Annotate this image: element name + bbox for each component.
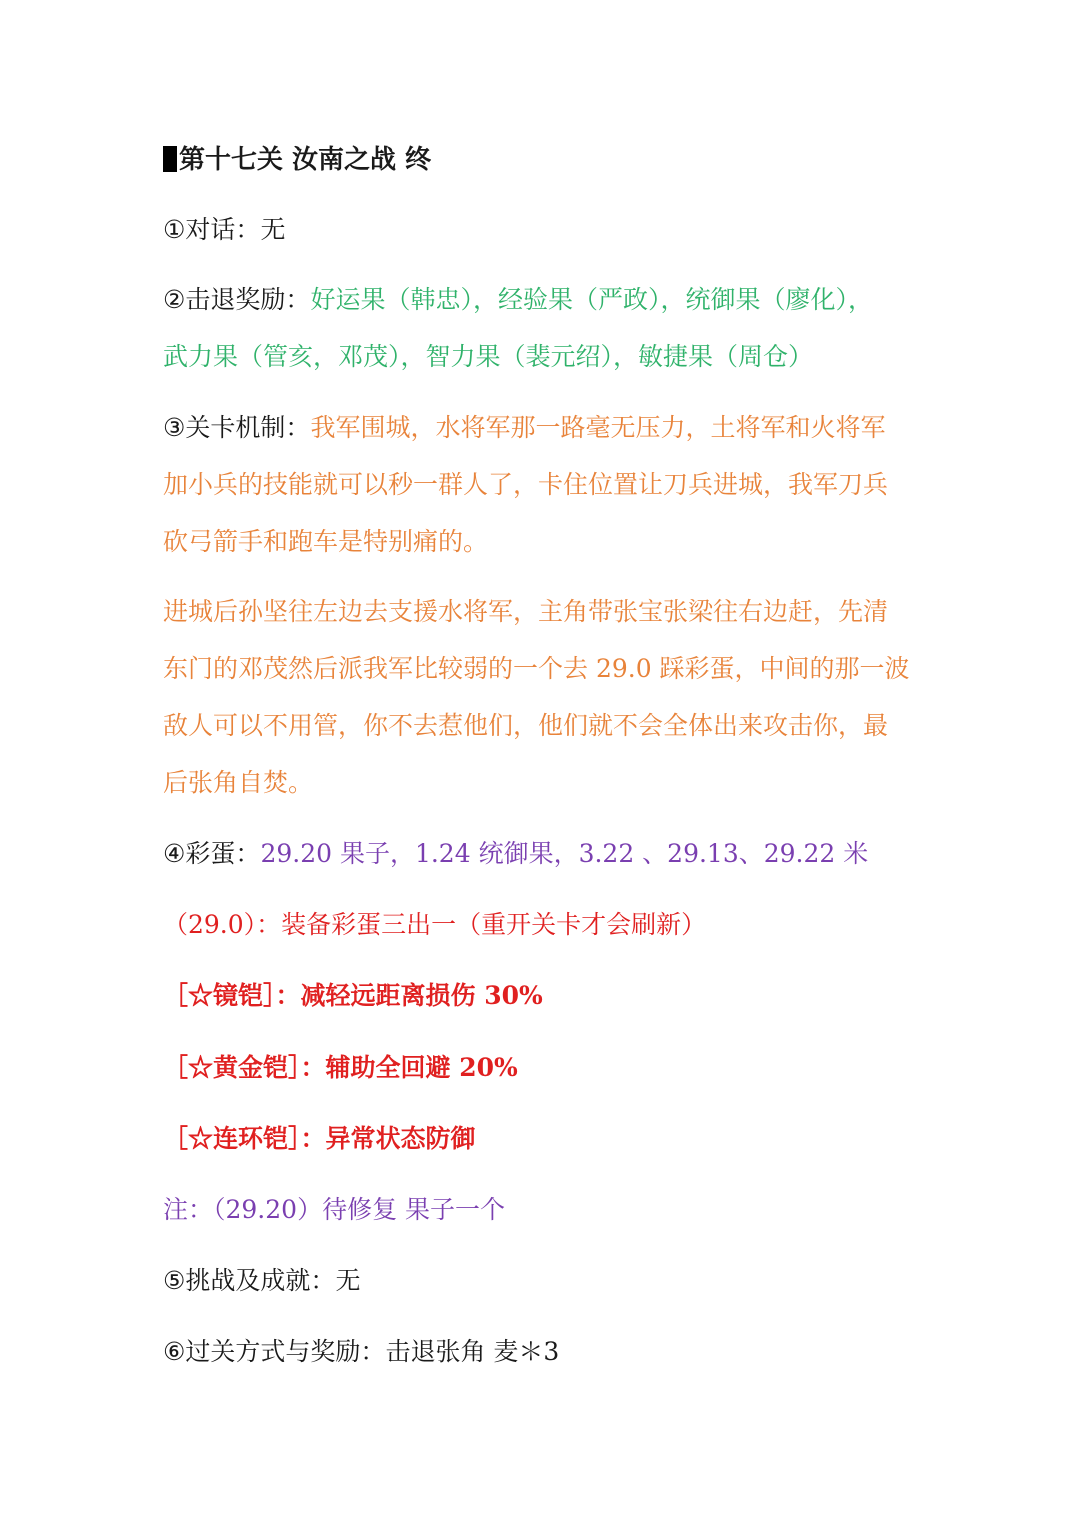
block-marker-icon xyxy=(163,146,177,172)
easter-egg-label: 彩蛋： xyxy=(185,839,261,868)
repel-reward-label: 击退奖励： xyxy=(185,285,311,314)
strategy-line-4: 后张角自焚。 xyxy=(163,768,314,797)
equipment-item-chain-armor: ［☆连环铠］：异常状态防御 xyxy=(163,1124,476,1153)
stage-mechanic-line-3: 砍弓箭手和跑车是特别痛的。 xyxy=(163,527,489,556)
clear-method-row xyxy=(163,1334,923,1370)
easter-egg-row xyxy=(163,836,923,872)
challenge-row xyxy=(163,1263,923,1299)
strategy-line-1: 进城后孙坚往左边去支援水将军，主角带张宝张梁往右边赶，先清 xyxy=(163,597,889,626)
stage-mechanic-label: 关卡机制： xyxy=(185,413,311,442)
equipment-egg-line: （29.0）：装备彩蛋三出一（重开关卡才会刷新） xyxy=(163,910,707,939)
repel-reward-row xyxy=(163,282,923,318)
clear-method-value: 击退张角 麦＊3 xyxy=(385,1337,560,1366)
stage-mechanic-line-1: 我军围城，水将军那一路毫无压力，土将军和火将军 xyxy=(310,413,886,442)
equipment-item-gold-armor: ［☆黄金铠］：辅助全回避 20% xyxy=(163,1053,518,1082)
circled-number-3: ③ xyxy=(163,413,186,442)
dialogue-label: 对话： xyxy=(185,215,261,244)
stage-mechanic-row xyxy=(163,410,923,446)
section-title xyxy=(163,142,923,178)
easter-egg-value: 29.20 果子，1.24 统御果，3.22 、29.13、29.22 米 xyxy=(260,839,869,868)
circled-number-4: ④ xyxy=(163,839,186,868)
repel-reward-line-2: 武力果（管亥，邓茂），智力果（裴元绍），敏捷果（周仓） xyxy=(163,342,814,371)
strategy-line-2: 东门的邓茂然后派我军比较弱的一个去 29.0 踩彩蛋，中间的那一波 xyxy=(163,654,910,683)
note-line: 注：（29.20）待修复 果子一个 xyxy=(163,1195,506,1224)
circled-number-2: ② xyxy=(163,285,186,314)
repel-reward-line-1: 好运果（韩忠），经验果（严政），统御果（廖化）， xyxy=(310,285,873,314)
circled-number-1: ① xyxy=(163,215,186,244)
circled-number-5: ⑤ xyxy=(163,1266,186,1295)
title-text: 第十七关 汝南之战 终 xyxy=(179,145,432,175)
challenge-value: 无 xyxy=(335,1266,361,1295)
circled-number-6: ⑥ xyxy=(163,1337,186,1366)
dialogue-value: 无 xyxy=(260,215,286,244)
equipment-item-mirror-armor: ［☆镜铠］：减轻远距离损伤 30% xyxy=(163,981,543,1010)
clear-method-label: 过关方式与奖励： xyxy=(185,1337,386,1366)
strategy-line-3: 敌人可以不用管，你不去惹他们，他们就不会全体出来攻击你，最 xyxy=(163,711,889,740)
stage-mechanic-line-2: 加小兵的技能就可以秒一群人了，卡住位置让刀兵进城，我军刀兵 xyxy=(163,470,889,499)
dialogue-row xyxy=(163,212,923,248)
challenge-label: 挑战及成就： xyxy=(185,1266,336,1295)
